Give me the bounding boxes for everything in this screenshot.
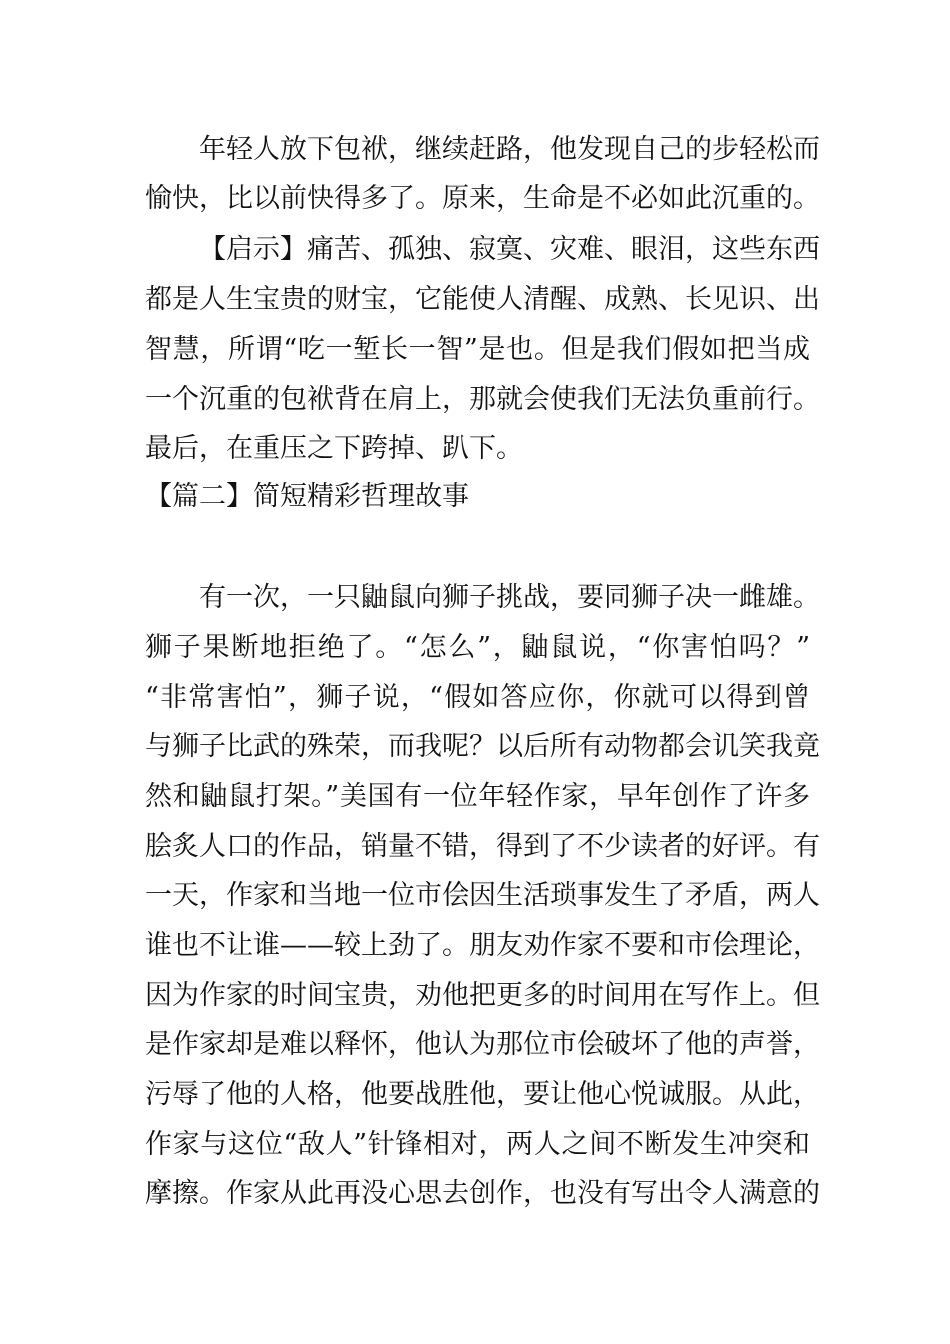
text-line: 有一次，一只鼬鼠向狮子挑战，要同狮子决一雌雄。 bbox=[199, 582, 820, 613]
text-line: 狮子果断地拒绝了。“怎么”，鼬鼠说，“你害怕吗？” bbox=[145, 632, 810, 663]
text-line: 摩擦。作家从此再没心思去创作，也没有写出令人满意的 bbox=[145, 1178, 820, 1209]
text-line: 脍炙人口的作品，销量不错，得到了不少读者的好评。有 bbox=[145, 831, 820, 862]
text-line: 因为作家的时间宝贵，劝他把更多的时间用在写作上。但 bbox=[145, 980, 820, 1011]
text-line: 与狮子比武的殊荣，而我呢？以后所有动物都会讥笑我竟 bbox=[145, 731, 820, 762]
text-line: 都是人生宝贵的财宝，它能使人清醒、成熟、长见识、出 bbox=[145, 284, 820, 315]
text-line: “非常害怕”，狮子说，“假如答应你，你就可以得到曾 bbox=[145, 682, 810, 713]
text-line: 最后，在重压之下跨掉、趴下。 bbox=[145, 433, 523, 464]
text-line: 年轻人放下包袱，继续赶路，他发现自己的步轻松而 bbox=[199, 134, 820, 165]
text-line: 智慧，所谓“吃一堑长一智”是也。但是我们假如把当成 bbox=[145, 334, 810, 365]
text-line: 然和鼬鼠打架。”美国有一位年轻作家，早年创作了许多 bbox=[145, 781, 810, 812]
text-line: 是作家却是难以释怀，他认为那位市侩破坏了他的声誉， bbox=[145, 1029, 820, 1060]
text-line: 谁也不让谁——较上劲了。朋友劝作家不要和市侩理论， bbox=[145, 930, 820, 961]
section-heading: 【篇二】简短精彩哲理故事 bbox=[145, 481, 469, 512]
text-line: 一天，作家和当地一位市侩因生活琐事发生了矛盾，两人 bbox=[145, 880, 820, 911]
text-line: 【启示】痛苦、孤独、寂寞、灾难、眼泪，这些东西 bbox=[199, 234, 820, 265]
text-line: 污辱了他的人格，他要战胜他，要让他心悦诚服。从此， bbox=[145, 1079, 820, 1110]
text-line: 愉快，比以前快得多了。原来，生命是不必如此沉重的。 bbox=[145, 183, 820, 214]
text-line: 作家与这位“敌人”针锋相对，两人之间不断发生冲突和 bbox=[145, 1129, 810, 1160]
text-line: 一个沉重的包袱背在肩上，那就会使我们无法负重前行。 bbox=[145, 384, 820, 415]
